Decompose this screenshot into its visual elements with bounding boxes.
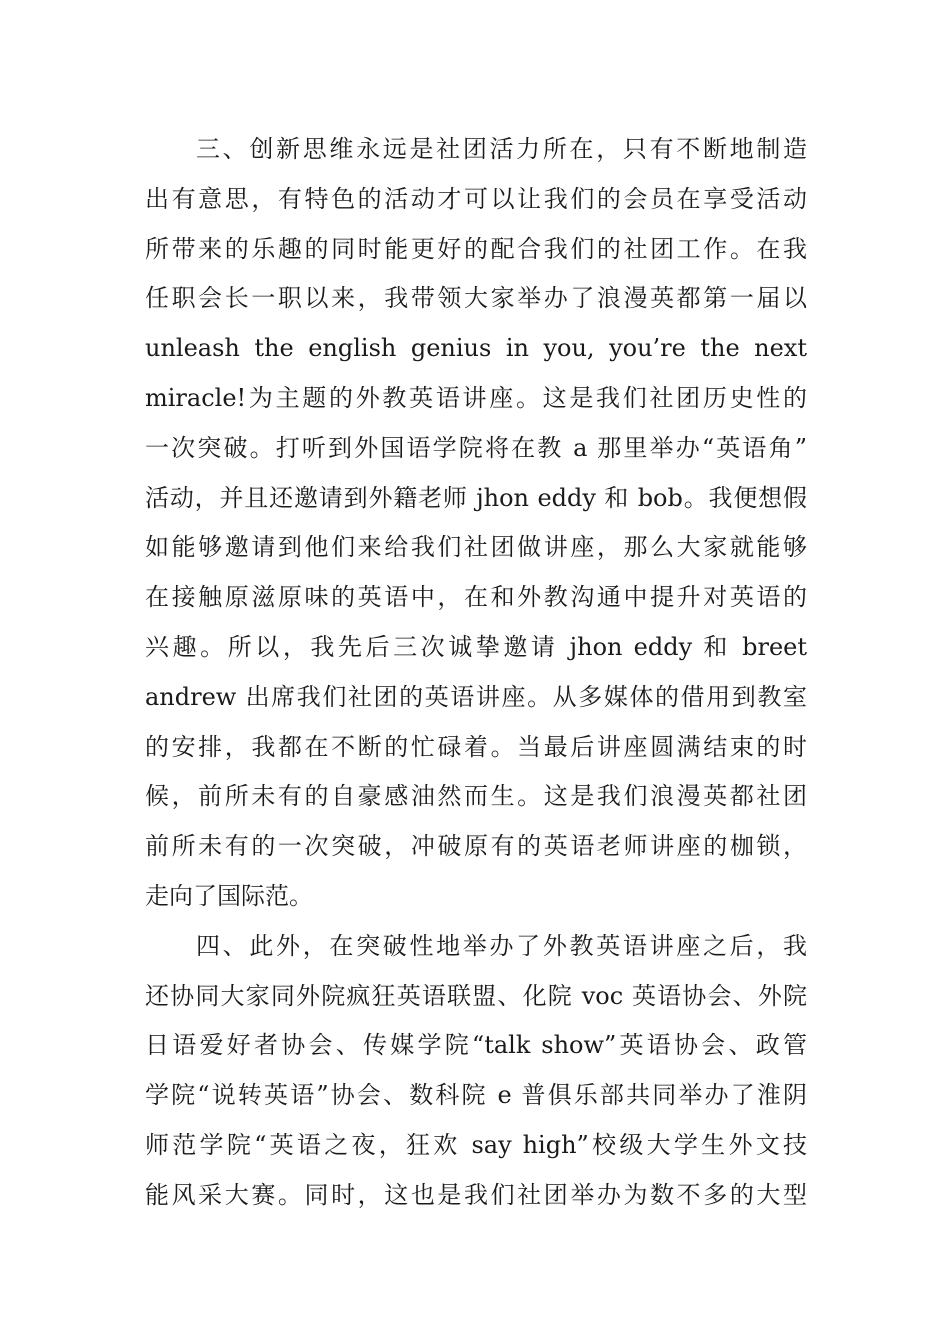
text-line: 出有意思，有特色的活动才可以让我们的会员在享受活动 <box>145 184 807 213</box>
text-line: 一次突破。打听到外国语学院将在教 a 那里举办“英语角” <box>145 433 807 462</box>
text-line: 走向了国际范。 <box>145 881 313 910</box>
text-line: 在接触原滋原味的英语中，在和外教沟通中提升对英语的 <box>145 583 807 612</box>
text-line: 的安排，我都在不断的忙碌着。当最后讲座圆满结束的时 <box>145 732 807 761</box>
text-line: 三、创新思维永远是社团活力所在，只有不断地制造 <box>196 135 807 163</box>
text-line: 还协同大家同外院疯狂英语联盟、化院 voc 英语协会、外院 <box>145 981 807 1010</box>
text-line: andrew 出席我们社团的英语讲座。从多媒体的借用到教室 <box>145 682 807 711</box>
text-line: unleash the english genius in you, you’re the next <box>145 334 807 363</box>
text-line: 四、此外，在突破性地举办了外教英语讲座之后，我 <box>196 931 807 960</box>
paragraph-3 <box>145 125 807 922</box>
text-line: 如能够邀请到他们来给我们社团做讲座，那么大家就能够 <box>145 533 807 562</box>
text-line: 师范学院“英语之夜，狂欢 say high”校级大学生外文技 <box>145 1130 807 1159</box>
text-line: miracle!为主题的外教英语讲座。这是我们社团历史性的 <box>145 383 807 412</box>
text-line: 任职会长一职以来，我带领大家举办了浪漫英都第一届以 <box>145 284 807 313</box>
text-line: 兴趣。所以，我先后三次诚挚邀请 jhon eddy 和 breet <box>145 632 807 661</box>
paragraph-4 <box>145 922 807 1221</box>
text-line: 活动，并且还邀请到外籍老师 jhon eddy 和 bob。我便想假 <box>145 483 807 512</box>
text-line: 所带来的乐趣的同时能更好的配合我们的社团工作。在我 <box>145 234 807 263</box>
text-line: 日语爱好者协会、传媒学院“talk show”英语协会、政管 <box>145 1031 807 1060</box>
document-body <box>145 125 807 1221</box>
text-line: 学院“说转英语”协会、数科院 e 普俱乐部共同举办了淮阴 <box>145 1081 807 1110</box>
text-line: 候，前所未有的自豪感油然而生。这是我们浪漫英都社团 <box>145 782 807 811</box>
text-line: 能风采大赛。同时，这也是我们社团举办为数不多的大型 <box>145 1180 807 1209</box>
text-line: 前所未有的一次突破，冲破原有的英语老师讲座的枷锁， <box>145 832 807 861</box>
